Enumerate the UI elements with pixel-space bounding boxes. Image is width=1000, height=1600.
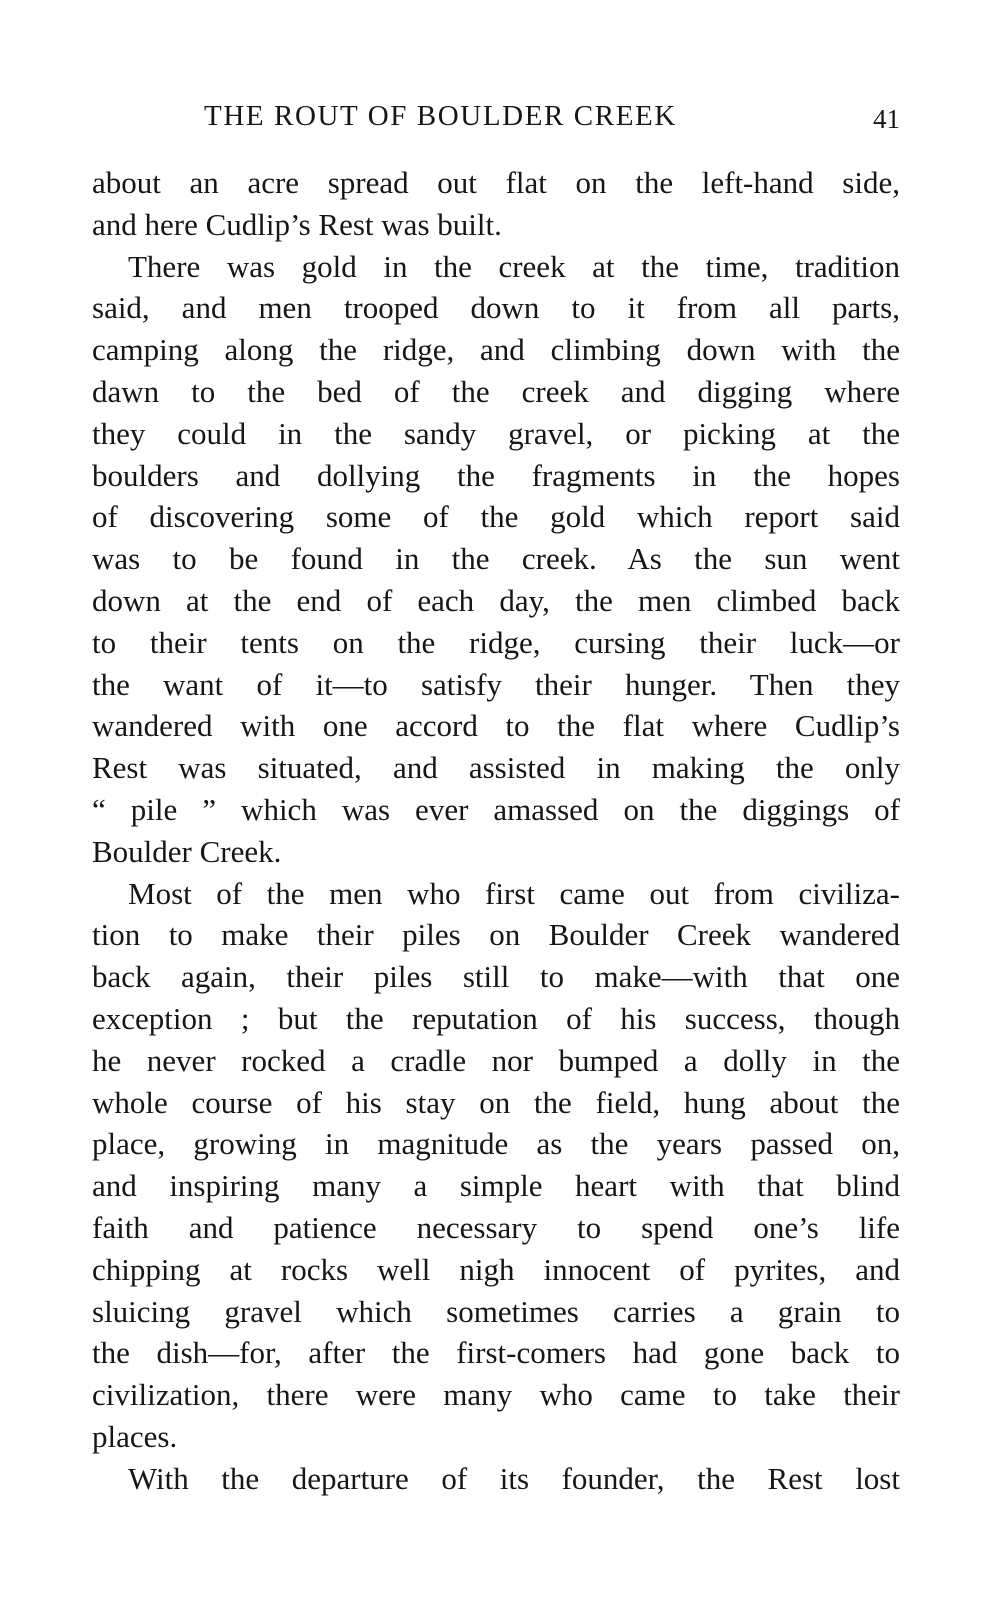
text-line: exception ; but the reputation of his success, though xyxy=(92,1000,900,1036)
page-number: 41 xyxy=(873,104,900,134)
text-line: about an acre spread out flat on the left-hand side, xyxy=(92,165,900,200)
text-line: Most of the men who first came out from civiliza- xyxy=(128,875,900,911)
text-line: the want of it—to satisfy their hunger. Then they xyxy=(92,666,900,702)
text-line: was to be found in the creek. As the sun went xyxy=(92,541,900,577)
text-line: down at the end of each day, the men climbed back xyxy=(92,582,900,618)
body-text xyxy=(92,162,900,1500)
text-line: dawn to the bed of the creek and digging where xyxy=(92,373,900,409)
text-line: sluicing gravel which sometimes carries a grain to xyxy=(92,1293,900,1329)
text-line: wandered with one accord to the flat where Cudlip’s xyxy=(92,708,900,744)
text-line: boulders and dollying the fragments in the hopes xyxy=(92,457,900,493)
text-line: the dish—for, after the first-comers had gone back to xyxy=(92,1335,900,1371)
running-title: THE ROUT OF BOULDER CREEK xyxy=(204,100,677,132)
text-line: chipping at rocks well nigh innocent of pyrites, and xyxy=(92,1251,900,1287)
text-line: they could in the sandy gravel, or picking at the xyxy=(92,415,900,451)
text-line: of discovering some of the gold which report said xyxy=(92,499,900,535)
text-line: back again, their piles still to make—with that one xyxy=(92,959,900,995)
text-line: “ pile ” which was ever amassed on the diggings of xyxy=(92,791,900,827)
text-line: place, growing in magnitude as the years passed on, xyxy=(92,1126,900,1162)
text-line: Rest was situated, and assisted in making the only xyxy=(92,750,900,786)
running-head xyxy=(92,100,900,140)
text-line: said, and men trooped down to it from all parts, xyxy=(92,290,900,326)
text-line: tion to make their piles on Boulder Creek wandered xyxy=(92,917,900,953)
text-line: and inspiring many a simple heart with that blind xyxy=(92,1168,900,1204)
text-line: whole course of his stay on the field, hung about the xyxy=(92,1084,900,1120)
text-line: There was gold in the creek at the time, tradition xyxy=(128,248,900,284)
text-line: he never rocked a cradle nor bumped a dolly in the xyxy=(92,1042,900,1078)
text-line: With the departure of its founder, the Rest lost xyxy=(128,1460,900,1496)
text-line: to their tents on the ridge, cursing their luck—or xyxy=(92,624,900,660)
text-line: faith and patience necessary to spend one’s life xyxy=(92,1209,900,1245)
text-line: and here Cudlip’s Rest was built. xyxy=(92,206,502,242)
text-line: camping along the ridge, and climbing down with the xyxy=(92,332,900,368)
text-line: places. xyxy=(92,1418,178,1454)
text-line: Boulder Creek. xyxy=(92,833,282,869)
text-line: civilization, there were many who came to take their xyxy=(92,1377,900,1413)
